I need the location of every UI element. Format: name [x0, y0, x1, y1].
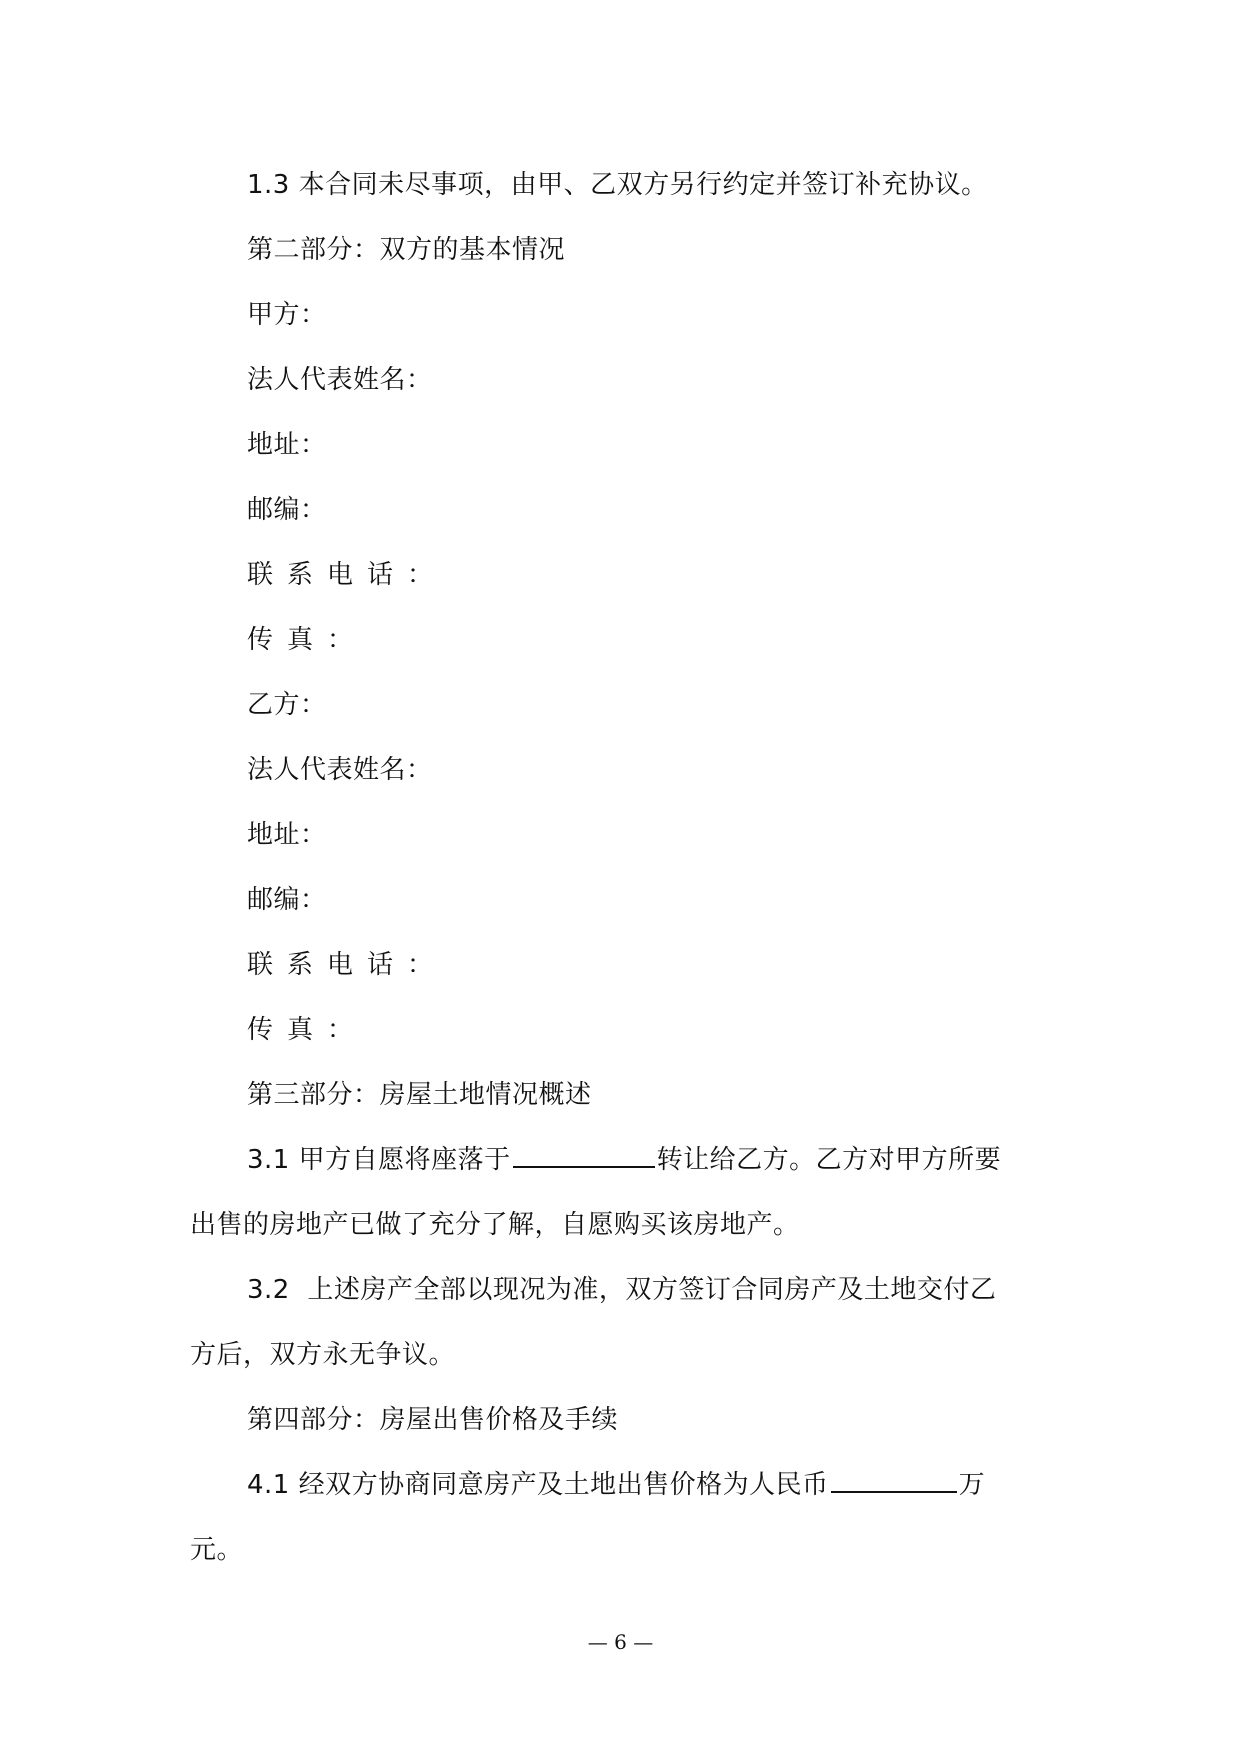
- party-a-fax: 传真：: [247, 625, 368, 655]
- clause-4-1-continuation: 元。: [190, 1535, 244, 1565]
- clause-3-2-continuation: 方后，双方永无争议。: [190, 1340, 456, 1370]
- clause-4-1: [190, 1453, 1060, 1518]
- location-blank: [513, 1140, 655, 1168]
- page-number: — 6 —: [587, 1630, 654, 1654]
- party-a-phone: 联系电话：: [247, 560, 448, 590]
- clause-3-1: [190, 1128, 1060, 1193]
- party-b-postcode: 邮编：: [247, 885, 327, 915]
- clause-3-2: 3.2 上述房产全部以现况为准，双方签订合同房产及土地交付乙: [247, 1275, 997, 1305]
- price-blank: [831, 1465, 957, 1493]
- party-a-legal-rep: 法人代表姓名：: [247, 365, 433, 395]
- party-b-label: 乙方：: [247, 690, 327, 720]
- clause-3-1-text-after: 转让给乙方。乙方对甲方所要: [656, 1145, 1002, 1175]
- document-body: [190, 153, 1060, 1583]
- part-4-heading: 第四部分：房屋出售价格及手续: [247, 1405, 619, 1435]
- party-a-label: 甲方：: [247, 300, 327, 330]
- party-b-legal-rep: 法人代表姓名：: [247, 755, 433, 785]
- clause-3-1-continuation: 出售的房地产已做了充分了解，自愿购买该房地产。: [190, 1210, 800, 1240]
- part-2-heading: 第二部分：双方的基本情况: [247, 235, 566, 265]
- party-a-address: 地址：: [247, 430, 327, 460]
- part-3-heading: 第三部分：房屋土地情况概述: [247, 1080, 592, 1110]
- clause-3-1-text-before: 3.1 甲方自愿将座落于: [247, 1145, 511, 1175]
- clause-4-1-text-after: 万: [958, 1470, 986, 1500]
- clause-4-1-text-before: 4.1 经双方协商同意房产及土地出售价格为人民币: [247, 1470, 829, 1500]
- party-a-postcode: 邮编：: [247, 495, 327, 525]
- party-b-address: 地址：: [247, 820, 327, 850]
- party-b-fax: 传真：: [247, 1015, 368, 1045]
- party-b-phone: 联系电话：: [247, 950, 448, 980]
- clause-1-3: 1.3 本合同未尽事项，由甲、乙双方另行约定并签订补充协议。: [247, 170, 988, 200]
